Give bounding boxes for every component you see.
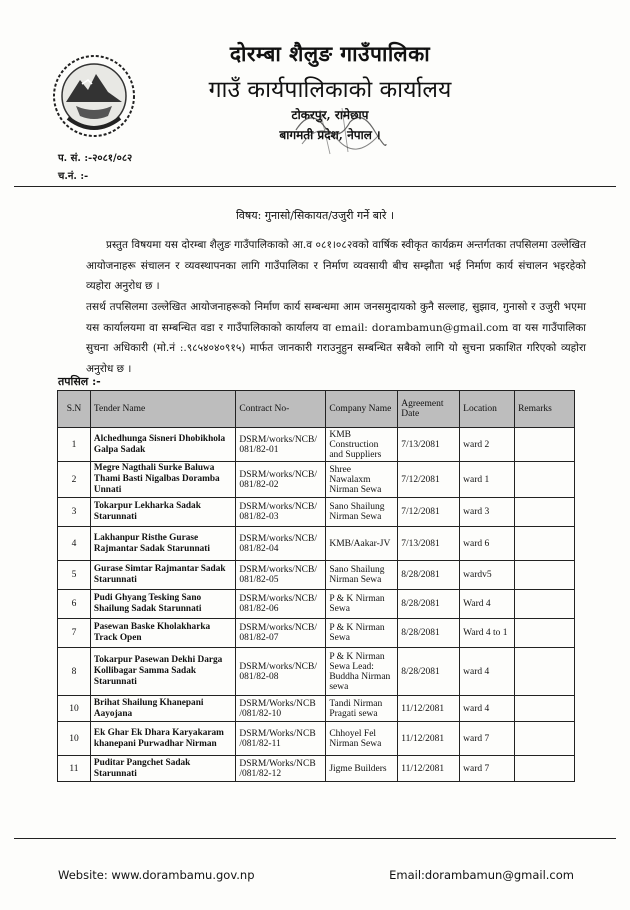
row-remarks (515, 722, 575, 756)
dispatch-number: च.नं. :- (58, 171, 89, 182)
row-contract-no: DSRM/works/NCB/ 081/82-08 (236, 648, 326, 696)
row-tender-name: Tokarpur Pasewan Dekhi Darga Kollibagar Samma Sadak Starunnati (90, 648, 235, 696)
row-remarks (515, 590, 575, 619)
row-company-name: KMB/Aakar-JV (326, 527, 398, 561)
row-agreement-date: 11/12/2081 (398, 696, 460, 722)
table-row (58, 462, 575, 498)
row-tender-name: Megre Nagthali Surke Baluwa Thami Basti Nigalbas Doramba Unnati (90, 462, 235, 498)
address-line-2: बागमती प्रदेश, नेपाल । (279, 128, 381, 142)
tender-table (57, 390, 575, 782)
nepal-government-emblem-icon (52, 54, 136, 138)
row-location: ward 4 (460, 648, 515, 696)
row-company-name: Sano Shailung Nirman Sewa (326, 498, 398, 527)
row-sn: 8 (58, 648, 91, 696)
header-tender-name: Tender Name (90, 391, 235, 428)
table-row (58, 648, 575, 696)
row-company-name: Jigme Builders (326, 756, 398, 782)
row-agreement-date: 8/28/2081 (398, 561, 460, 590)
row-contract-no: DSRM/works/NCB/ 081/82-03 (236, 498, 326, 527)
row-company-name: P & K Nirman Sewa (326, 590, 398, 619)
row-sn: 7 (58, 619, 91, 648)
body-paragraph-1: प्रस्तुत विषयमा यस दोरम्बा शैलुङ गाउँपालिकाको आ.व ०८१।०८२वको वार्षिक स्वीकृत कार्यक्रम अन्तर्गतका तपसिलमा उल्लेखित आयोजनाहरू संचालन र व्यवस्थापनका लागि गाउँपालिका र निर्माण व्यवसायी बीच सम्झौता भई निर्माण कार्य संचालन भइरहेको व्यहोरा अनुरोध छ । (86, 239, 586, 292)
row-sn: 3 (58, 498, 91, 527)
row-tender-name: Puditar Pangchet Sadak Starunnati (90, 756, 235, 782)
table-row (58, 756, 575, 782)
row-remarks (515, 462, 575, 498)
row-remarks (515, 527, 575, 561)
row-location: ward 7 (460, 722, 515, 756)
row-agreement-date: 7/13/2081 (398, 428, 460, 462)
row-tender-name: Lakhanpur Risthe Gurase Rajmantar Sadak Starunnati (90, 527, 235, 561)
row-sn: 5 (58, 561, 91, 590)
subject-line: विषय: गुनासो/सिकायत/उजुरी गर्ने बारे । (235, 209, 395, 222)
table-row (58, 590, 575, 619)
row-remarks (515, 696, 575, 722)
row-location: ward 6 (460, 527, 515, 561)
table-row (58, 561, 575, 590)
row-location: Ward 4 (460, 590, 515, 619)
row-location: wardv5 (460, 561, 515, 590)
row-location: ward 7 (460, 756, 515, 782)
table-row (58, 498, 575, 527)
row-sn: 1 (58, 428, 91, 462)
row-agreement-date: 8/28/2081 (398, 648, 460, 696)
header-company-name: Company Name (326, 391, 398, 428)
header-agreement-date: Agreement Date (398, 391, 460, 428)
row-sn: 10 (58, 722, 91, 756)
row-company-name: Sano Shailung Nirman Sewa (326, 561, 398, 590)
row-tender-name: Gurase Simtar Rajmantar Sadak Starunnati (90, 561, 235, 590)
row-tender-name: Tokarpur Lekharka Sadak Starunnati (90, 498, 235, 527)
row-remarks (515, 619, 575, 648)
row-remarks (515, 756, 575, 782)
row-contract-no: DSRM/works/NCB/ 081/82-07 (236, 619, 326, 648)
row-company-name: KMB Construction and Suppliers (326, 428, 398, 462)
row-sn: 10 (58, 696, 91, 722)
row-company-name: P & K Nirman Sewa Lead: Buddha Nirman sewa (326, 648, 398, 696)
row-location: ward 1 (460, 462, 515, 498)
row-agreement-date: 7/13/2081 (398, 527, 460, 561)
row-company-name: P & K Nirman Sewa (326, 619, 398, 648)
header-contract-no: Contract No- (236, 391, 326, 428)
row-tender-name: Brihat Shailung Khanepani Aayojana (90, 696, 235, 722)
row-remarks (515, 561, 575, 590)
row-agreement-date: 7/12/2081 (398, 498, 460, 527)
row-agreement-date: 7/12/2081 (398, 462, 460, 498)
row-remarks (515, 498, 575, 527)
email-text: Email:dorambamun@gmail.com (389, 868, 574, 882)
row-agreement-date: 11/12/2081 (398, 756, 460, 782)
row-contract-no: DSRM/works/NCB/ 081/82-04 (236, 527, 326, 561)
row-contract-no: DSRM/works/NCB/ 081/82-06 (236, 590, 326, 619)
row-remarks (515, 428, 575, 462)
row-contract-no: DSRM/Works/NCB /081/82-11 (236, 722, 326, 756)
row-sn: 6 (58, 590, 91, 619)
table-row (58, 722, 575, 756)
row-contract-no: DSRM/works/NCB/ 081/82-01 (236, 428, 326, 462)
table-row (58, 696, 575, 722)
row-sn: 11 (58, 756, 91, 782)
header-divider (14, 186, 616, 187)
office-name: गाउँ कार्यपालिकाको कार्यालय (208, 77, 452, 103)
row-company-name: Shree Nawalaxm Nirman Sewa (326, 462, 398, 498)
row-tender-name: Pasewan Baske Kholakharka Track Open (90, 619, 235, 648)
letter-number: प. सं. :-२०८१/०८२ (58, 153, 133, 164)
row-location: ward 2 (460, 428, 515, 462)
row-contract-no: DSRM/works/NCB/ 081/82-05 (236, 561, 326, 590)
row-location: ward 3 (460, 498, 515, 527)
table-row (58, 619, 575, 648)
row-tender-name: Pudi Ghyang Tesking Sano Shailung Sadak Starunnati (90, 590, 235, 619)
row-company-name: Chhoyel Fel Nirman Sewa (326, 722, 398, 756)
row-contract-no: DSRM/Works/NCB /081/82-10 (236, 696, 326, 722)
body-paragraph-2: तसर्थ तपसिलमा उल्लेखित आयोजनाहरूको निर्माण कार्य सम्बन्धमा आम जनसमुदायको कुनै सल्लाह, सुझाव, गुनासो र उजुरी भएमा यस कार्यालयमा वा सम्बन्धित वडा र गाउँपालिकाको कार्यालय वा email: dorambamun@gmail.com वा यस गाउँपालिका सुचना अधिकारी (मो.नं :.९८५४०४०९१५) मार्फत जानकारी गराउनुहुन सम्बन्धित सबैको लागि यो सुचना प्रकाशित गरिएको व्यहोरा अनुरोध छ । (86, 301, 586, 375)
row-location: Ward 4 to 1 (460, 619, 515, 648)
row-contract-no: DSRM/works/NCB/ 081/82-02 (236, 462, 326, 498)
row-company-name: Tandi Nirman Pragati sewa (326, 696, 398, 722)
table-row (58, 527, 575, 561)
row-sn: 2 (58, 462, 91, 498)
row-agreement-date: 11/12/2081 (398, 722, 460, 756)
row-agreement-date: 8/28/2081 (398, 619, 460, 648)
table-header-row (58, 391, 575, 428)
row-location: ward 4 (460, 696, 515, 722)
table-row (58, 428, 575, 462)
municipality-name: दोरम्बा शैलुङ गाउँपालिका (229, 41, 431, 66)
header-location: Location (460, 391, 515, 428)
address-line-1: टोकरपुर, रामेछाप (291, 108, 369, 122)
header-sn: S.N (58, 391, 91, 428)
signature-scribble (290, 100, 390, 162)
row-tender-name: Ek Ghar Ek Dhara Karyakaram khanepani Purwadhar Nirman (90, 722, 235, 756)
row-tender-name: Alchedhunga Sisneri Dhobikhola Galpa Sadak (90, 428, 235, 462)
row-agreement-date: 8/28/2081 (398, 590, 460, 619)
row-remarks (515, 648, 575, 696)
row-sn: 4 (58, 527, 91, 561)
row-contract-no: DSRM/Works/NCB /081/82-12 (236, 756, 326, 782)
website-text: Website: www.dorambamu.gov.np (58, 868, 255, 882)
header-remarks: Remarks (515, 391, 575, 428)
footer-divider (14, 838, 616, 839)
schedule-label: तपसिल :- (58, 375, 101, 388)
